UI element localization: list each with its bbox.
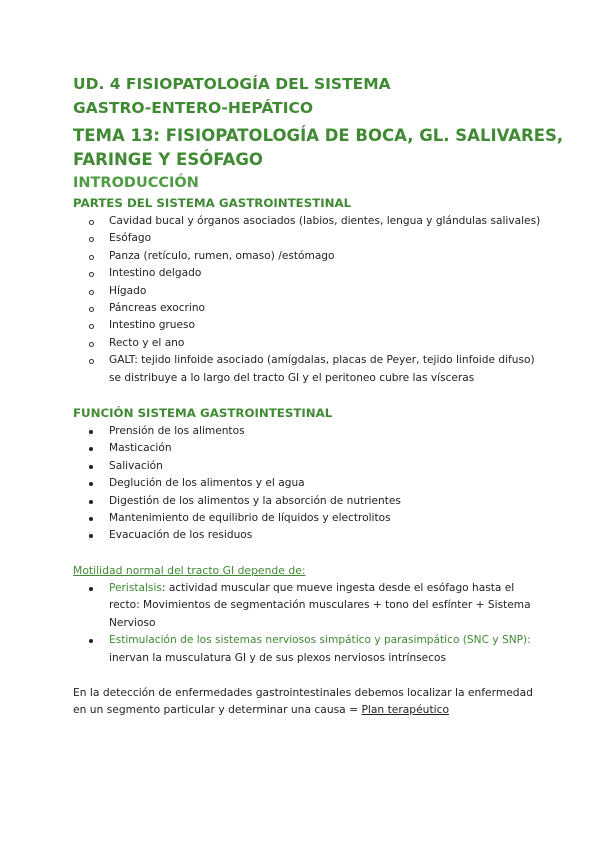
peristalsis-line1: : actividad muscular que mueve ingesta desde el esófago hasta el (161, 582, 515, 594)
topic-title-line1: TEMA 13: FISIOPATOLOGÍA DE BOCA, GL. SALIVARES, (73, 126, 564, 145)
intro-heading: INTRODUCCIÓN (73, 175, 199, 191)
list-item: Recto y el ano (86, 335, 540, 352)
function-list (86, 423, 401, 545)
peristalsis-line3: Nervioso (109, 616, 156, 629)
list-item: Prensión de los alimentos (86, 423, 401, 440)
list-item: Deglución de los alimentos y el agua (86, 475, 401, 492)
conclusion-line1: En la detección de enfermedades gastrointestinales debemos localizar la enfermedad (73, 686, 533, 699)
list-item: Mantenimiento de equilibrio de líquidos y electrolitos (86, 510, 401, 527)
galt-line2: se distribuye a lo largo del tracto GI y el peritoneo cubre las vísceras (109, 371, 475, 384)
nervous-term: Estimulación de los sistemas nerviosos simpático y parasimpático (SNC y SNP): (109, 634, 531, 647)
list-item: Salivación (86, 458, 401, 475)
list-item: Panza (retículo, rumen, omaso) /estómago (86, 248, 540, 265)
list-item-nervous (86, 632, 531, 667)
peristalsis-line2: recto: Movimientos de segmentación musculares + tono del esfínter + Sistema (109, 599, 531, 612)
topic-title-line2: FARINGE Y ESÓFAGO (73, 150, 263, 169)
peristalsis-term: Peristalsis (109, 582, 162, 594)
list-item: Digestión de los alimentos y la absorción de nutrientes (86, 493, 401, 510)
list-item: Masticación (86, 440, 401, 457)
motility-heading: Motilidad normal del tracto GI depende de: (73, 564, 306, 577)
parts-heading: PARTES DEL SISTEMA GASTROINTESTINAL (73, 196, 352, 210)
nervous-line2: inervan la musculatura GI y de sus plexos nerviosos intrínsecos (109, 651, 447, 664)
list-item-galt (86, 352, 540, 387)
unit-title-line1: UD. 4 FISIOPATOLOGÍA DEL SISTEMA (73, 75, 391, 93)
list-item: Cavidad bucal y órganos asociados (labios, dientes, lengua y glándulas salivales) (86, 213, 540, 230)
list-item: Evacuación de los residuos (86, 527, 401, 544)
list-item: Intestino grueso (86, 317, 540, 334)
list-item: Páncreas exocrino (86, 300, 540, 317)
function-heading: FUNCIÓN SISTEMA GASTROINTESTINAL (73, 406, 333, 420)
list-item-peristalsis (86, 580, 531, 632)
parts-list (86, 213, 540, 387)
conclusion-line2: en un segmento particular y determinar una causa = (73, 703, 362, 717)
galt-line1: GALT: tejido linfoide asociado (amígdalas, placas de Peyer, tejido linfoide difuso) (109, 354, 535, 367)
list-item: Hígado (86, 283, 540, 300)
plan-terapeutico-link: Plan terapéutico (361, 703, 450, 717)
motility-list (86, 580, 531, 667)
unit-title-line2: GASTRO-ENTERO-HEPÁTICO (73, 99, 314, 117)
conclusion-paragraph (73, 684, 543, 719)
list-item: Intestino delgado (86, 265, 540, 282)
list-item: Esófago (86, 230, 540, 247)
